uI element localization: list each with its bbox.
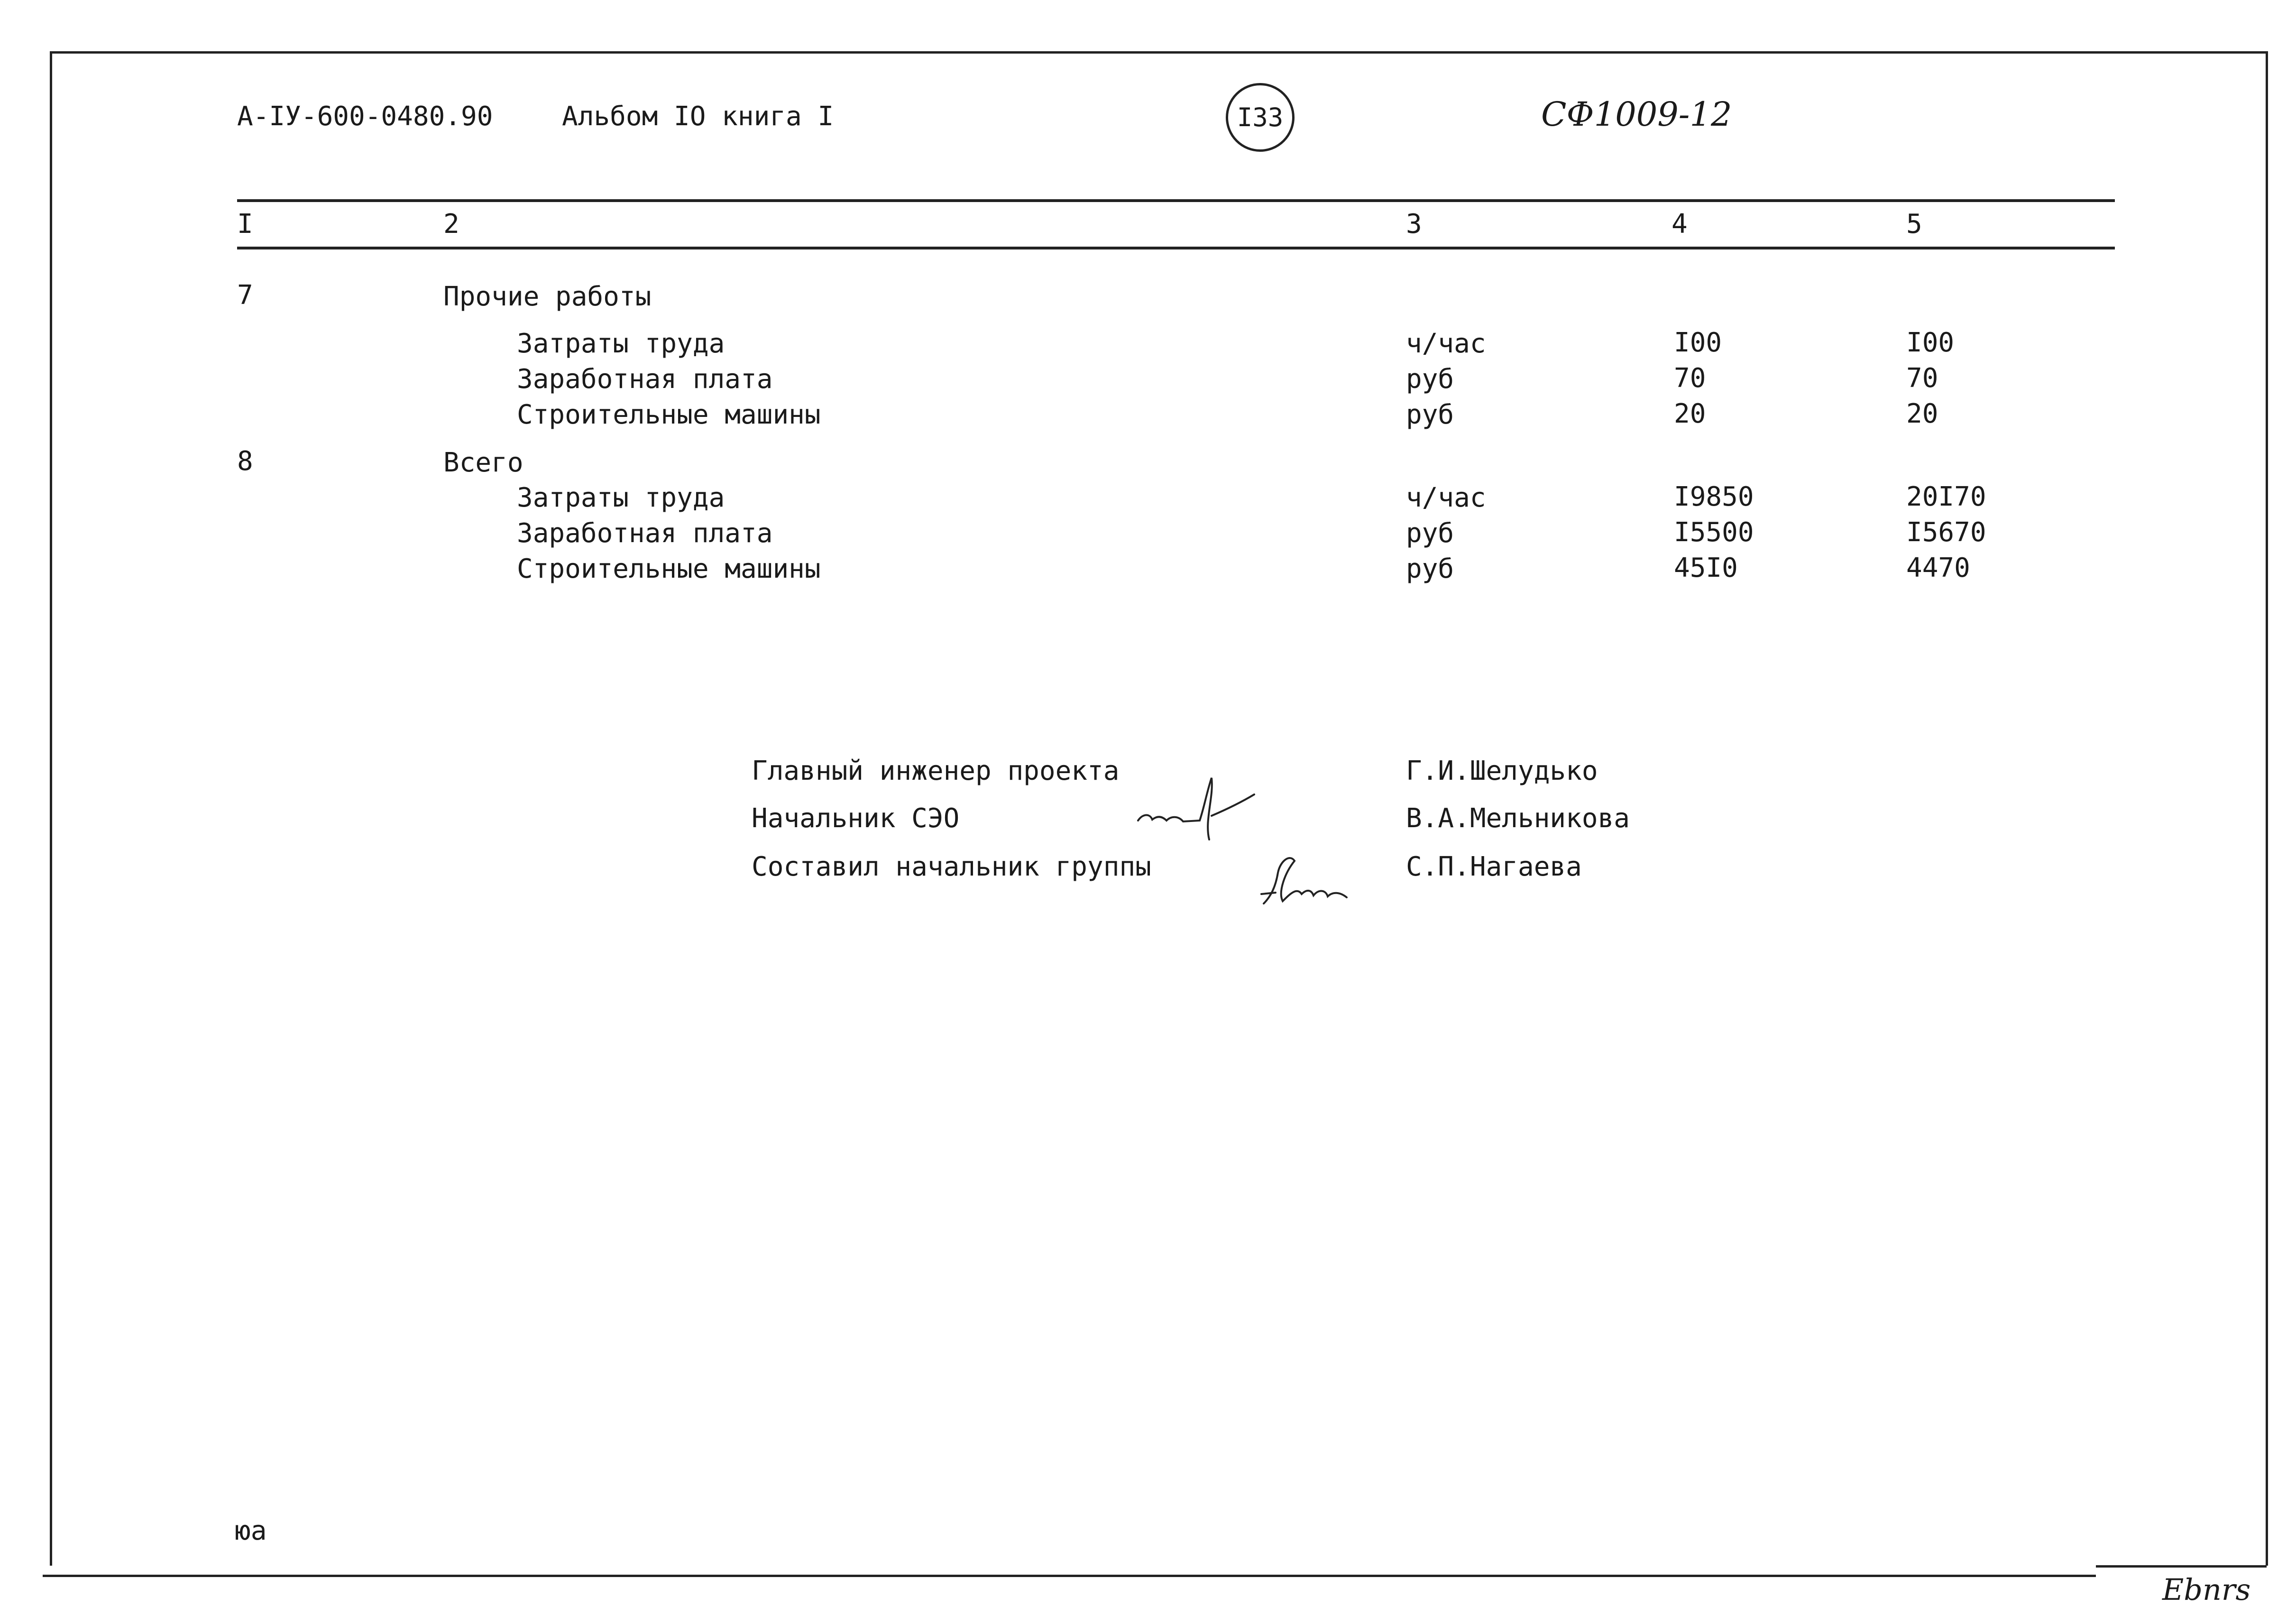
row-name: Затраты труда — [517, 482, 725, 513]
doc-code: А-IУ-600-0480.90 — [237, 101, 493, 132]
row-col4: 70 — [1674, 363, 1706, 394]
row-col5: 20I70 — [1906, 481, 1986, 512]
row-unit: руб — [1406, 364, 1454, 395]
row-col5: 20 — [1906, 398, 1938, 429]
bottom-border-right — [2096, 1565, 2267, 1568]
row-col4: 45I0 — [1674, 553, 1738, 583]
page-number: I33 — [1237, 102, 1284, 132]
footer-handwriting: Ebnrs — [2162, 1572, 2251, 1607]
row-col5: I5670 — [1906, 517, 1986, 548]
row-col5: 4470 — [1906, 553, 1970, 583]
signature-name: С.П.Нагаева — [1406, 851, 1582, 882]
row-name: Затраты труда — [517, 328, 725, 359]
signature-name: Г.И.Шелудько — [1406, 756, 1598, 786]
section-title: Прочие работы — [443, 281, 652, 312]
row-unit: ч/час — [1406, 328, 1486, 359]
row-name: Заработная плата — [517, 364, 773, 395]
section-number: 8 — [237, 446, 253, 477]
col-header-3: 3 — [1406, 209, 1422, 240]
table-header-bottom-rule — [237, 247, 2115, 249]
col-header-2: 2 — [443, 209, 459, 240]
row-col4: I5500 — [1674, 517, 1754, 548]
row-name: Заработная плата — [517, 518, 773, 549]
footer-left-mark: юа — [235, 1515, 267, 1546]
row-col5: I00 — [1906, 327, 1955, 358]
table-top-rule — [237, 199, 2115, 202]
section-number: 7 — [237, 280, 253, 311]
row-col4: 20 — [1674, 398, 1706, 429]
row-unit: ч/час — [1406, 482, 1486, 513]
row-col5: 70 — [1906, 363, 1938, 394]
row-unit: руб — [1406, 518, 1454, 549]
page-number-stamp — [1226, 83, 1295, 152]
handwritten-signature-chief-engineer — [1133, 768, 1257, 844]
signature-name: В.А.Мельникова — [1406, 803, 1630, 834]
col-header-4: 4 — [1671, 209, 1688, 240]
signature-role: Начальник СЭО — [752, 803, 960, 834]
row-name: Строительные машины — [517, 554, 821, 584]
col-header-1: I — [237, 209, 253, 240]
bottom-border — [43, 1575, 2096, 1577]
row-unit: руб — [1406, 399, 1454, 430]
handwritten-signature-compiler — [1257, 849, 1351, 911]
signature-role: Составил начальник группы — [752, 851, 1151, 882]
signature-role: Главный инженер проекта — [752, 756, 1120, 786]
col-header-5: 5 — [1906, 209, 1922, 240]
row-col4: I00 — [1674, 327, 1722, 358]
row-col4: I9850 — [1674, 481, 1754, 512]
album-label: Альбом IO книга I — [562, 101, 834, 132]
section-title: Всего — [443, 447, 523, 478]
row-unit: руб — [1406, 554, 1454, 584]
row-name: Строительные машины — [517, 399, 821, 430]
handwritten-code: СФ1009-12 — [1541, 95, 1732, 134]
